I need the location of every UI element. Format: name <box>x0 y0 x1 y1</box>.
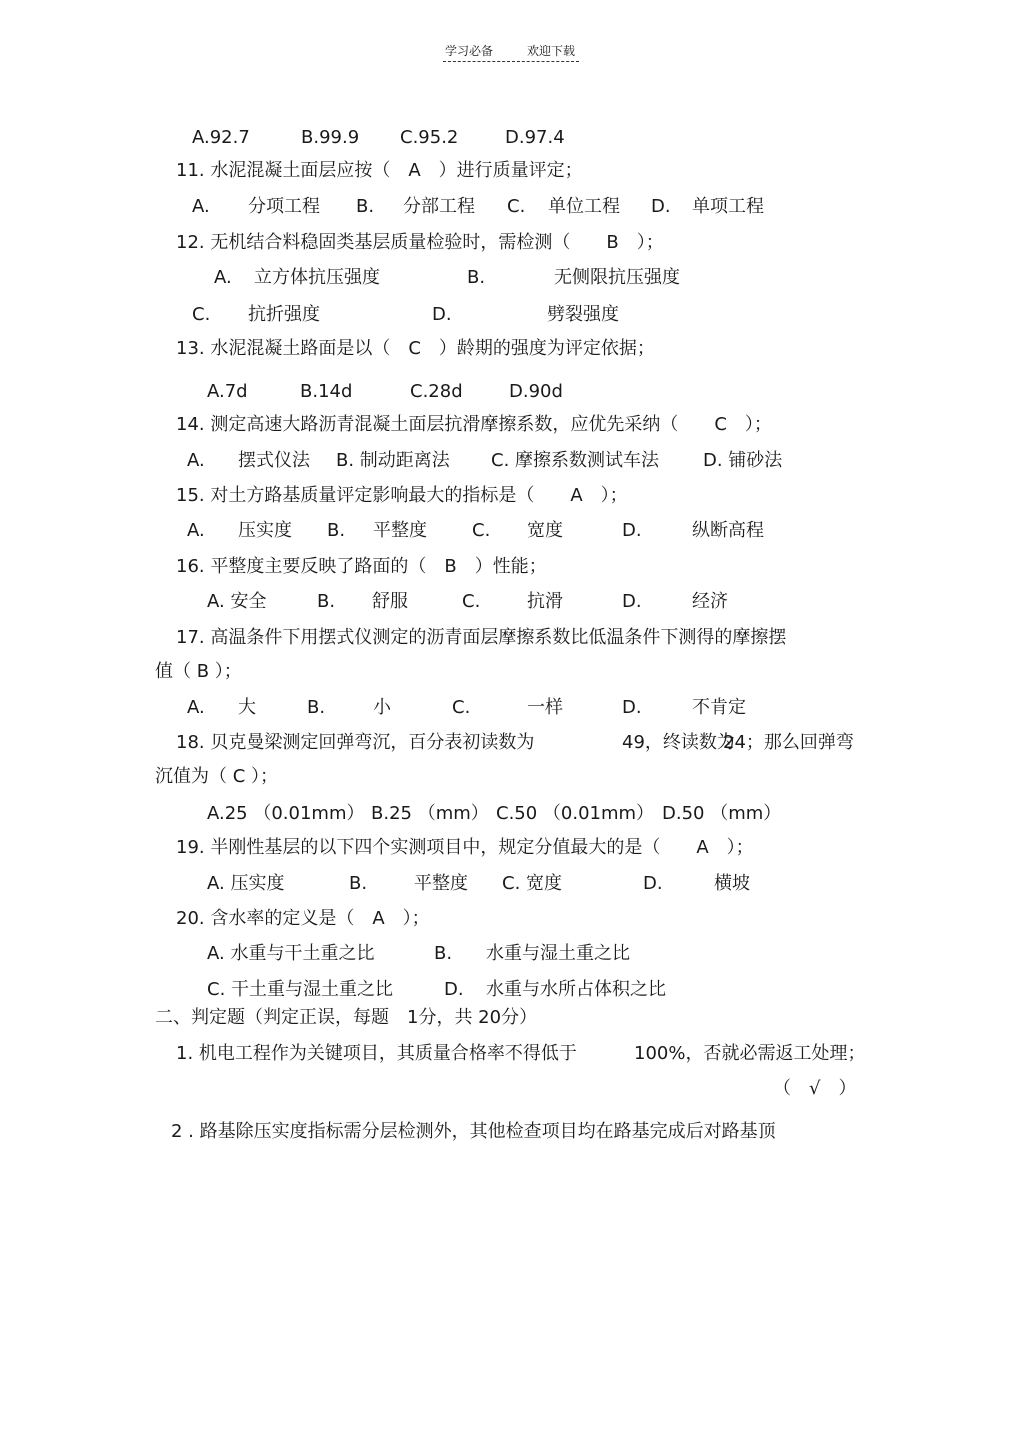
q12-option-c: 抗折强度 <box>248 304 320 325</box>
q17-stem-line1: 17. 高温条件下用摆式仪测定的沥青面层摩擦系数比低温条件下测得的摩擦摆 <box>176 627 787 648</box>
q18-stem-line1-part1: 18. 贝克曼梁测定回弹弯沉，百分表初读数为 <box>176 732 535 753</box>
q15-option-a: 压实度 <box>238 520 292 541</box>
q19-option-b-key: B. <box>349 873 368 894</box>
q16-stem: 16. 平整度主要反映了路面的（ B ）性能； <box>176 556 547 577</box>
q19-option-b: 平整度 <box>414 873 468 894</box>
q13-stem: 13. 水泥混凝土路面是以（ C ）龄期的强度为评定依据； <box>176 338 655 359</box>
q20-option-b-key: B. <box>434 943 453 964</box>
q12-option-a-key: A. <box>214 267 232 288</box>
q11-stem: 11. 水泥混凝土面层应按（ A ）进行质量评定； <box>176 160 583 181</box>
q18-option-a: A.25 （0.01mm） <box>207 803 365 824</box>
q20-option-b: 水重与湿土重之比 <box>486 943 630 964</box>
q11-option-c-key: C. <box>507 196 526 217</box>
q10-option-a: A.92.7 <box>192 127 250 148</box>
q16-option-b: 舒服 <box>372 591 408 612</box>
header-right-text: 欢迎下载 <box>527 44 576 58</box>
header-dashed-rule <box>443 61 579 62</box>
q15-option-d: 纵断高程 <box>692 520 764 541</box>
q13-option-a: A.7d <box>207 381 248 402</box>
q17-option-d: 不肯定 <box>692 697 746 718</box>
q19-option-a: A. 压实度 <box>207 873 285 894</box>
q15-option-c: 宽度 <box>527 520 563 541</box>
q14-stem: 14. 测定高速大路沥青混凝土面层抗滑摩擦系数，应优先采纳（ C ）； <box>176 414 772 435</box>
q14-option-d: D. 铺砂法 <box>703 450 783 471</box>
q20-option-c: C. 干土重与湿土重之比 <box>207 979 394 1000</box>
q20-option-d: 水重与水所占体积之比 <box>486 979 666 1000</box>
q11-option-b: 分部工程 <box>403 196 475 217</box>
q15-option-d-key: D. <box>622 520 642 541</box>
q14-option-a-key: A. <box>187 450 205 471</box>
q12-option-c-key: C. <box>192 304 211 325</box>
q10-option-d: D.97.4 <box>505 127 565 148</box>
q11-option-a-key: A. <box>192 196 210 217</box>
q15-option-b: 平整度 <box>373 520 427 541</box>
q16-option-d-key: D. <box>622 591 642 612</box>
q13-option-b: B.14d <box>300 381 353 402</box>
q15-option-c-key: C. <box>472 520 491 541</box>
q19-option-c: C. 宽度 <box>502 873 563 894</box>
q16-option-c-key: C. <box>462 591 481 612</box>
tf2-text: 2 . 路基除压实度指标需分层检测外，其他检查项目均在路基完成后对路基顶 <box>171 1121 776 1142</box>
q15-stem: 15. 对土方路基质量评定影响最大的指标是（ A ）； <box>176 485 628 506</box>
q13-option-c: C.28d <box>410 381 463 402</box>
q12-option-b-key: B. <box>467 267 486 288</box>
q11-option-c: 单位工程 <box>548 196 620 217</box>
q20-option-d-key: D. <box>444 979 464 1000</box>
q17-option-c: 一样 <box>527 697 563 718</box>
q20-stem: 20. 含水率的定义是（ A ）； <box>176 908 430 929</box>
q15-option-a-key: A. <box>187 520 205 541</box>
q13-option-d: D.90d <box>509 381 563 402</box>
q17-option-b-key: B. <box>307 697 326 718</box>
q16-option-d: 经济 <box>692 591 728 612</box>
q11-option-b-key: B. <box>356 196 375 217</box>
q19-stem: 19. 半刚性基层的以下四个实测项目中，规定分值最大的是（ A ）； <box>176 837 754 858</box>
q17-option-b: 小 <box>373 697 391 718</box>
q14-option-a: 摆式仪法 <box>238 450 310 471</box>
q14-option-c: C. 摩擦系数测试车法 <box>491 450 660 471</box>
q11-option-a: 分项工程 <box>248 196 320 217</box>
q17-option-a-key: A. <box>187 697 205 718</box>
q18-stem-line1-part2: 49，终读数为 <box>622 732 735 753</box>
q14-option-b: B. 制动距离法 <box>336 450 450 471</box>
q18-stem-line2: 沉值为（ C ）； <box>155 766 279 787</box>
q10-option-b: B.99.9 <box>301 127 360 148</box>
q16-option-c: 抗滑 <box>527 591 563 612</box>
tf1-text-part1: 1. 机电工程作为关键项目，其质量合格率不得低于 <box>176 1043 577 1064</box>
tf1-answer: （ √ ） <box>773 1078 857 1099</box>
q17-option-d-key: D. <box>622 697 642 718</box>
q18-option-c: C.50 （0.01mm） <box>496 803 655 824</box>
q12-option-b: 无侧限抗压强度 <box>554 267 680 288</box>
q19-option-d-key: D. <box>643 873 663 894</box>
section-2-title: 二、判定题（判定正误，每题 1分，共 20分） <box>155 1007 538 1028</box>
q16-option-a: A. 安全 <box>207 591 267 612</box>
q15-option-b-key: B. <box>327 520 346 541</box>
q19-option-d: 横坡 <box>714 873 750 894</box>
q12-option-d: 劈裂强度 <box>547 304 619 325</box>
q18-option-d: D.50 （mm） <box>662 803 782 824</box>
q16-option-b-key: B. <box>317 591 336 612</box>
header-left-text: 学习必备 <box>445 44 494 58</box>
q11-option-d: 单项工程 <box>692 196 764 217</box>
q17-option-a: 大 <box>238 697 256 718</box>
q18-option-b: B.25 （mm） <box>371 803 489 824</box>
q11-option-d-key: D. <box>651 196 671 217</box>
q10-option-c: C.95.2 <box>400 127 459 148</box>
q12-option-a: 立方体抗压强度 <box>254 267 380 288</box>
q17-option-c-key: C. <box>452 697 471 718</box>
q18-stem-line1-part3: 24；那么回弹弯 <box>723 732 854 753</box>
q12-stem: 12. 无机结合料稳固类基层质量检验时，需检测（ B ）； <box>176 232 664 253</box>
tf1-text-part2: 100%，否就必需返工处理； <box>634 1043 866 1064</box>
q17-stem-line2: 值（ B ）； <box>155 661 242 682</box>
q20-option-a: A. 水重与干土重之比 <box>207 943 375 964</box>
q12-option-d-key: D. <box>432 304 452 325</box>
